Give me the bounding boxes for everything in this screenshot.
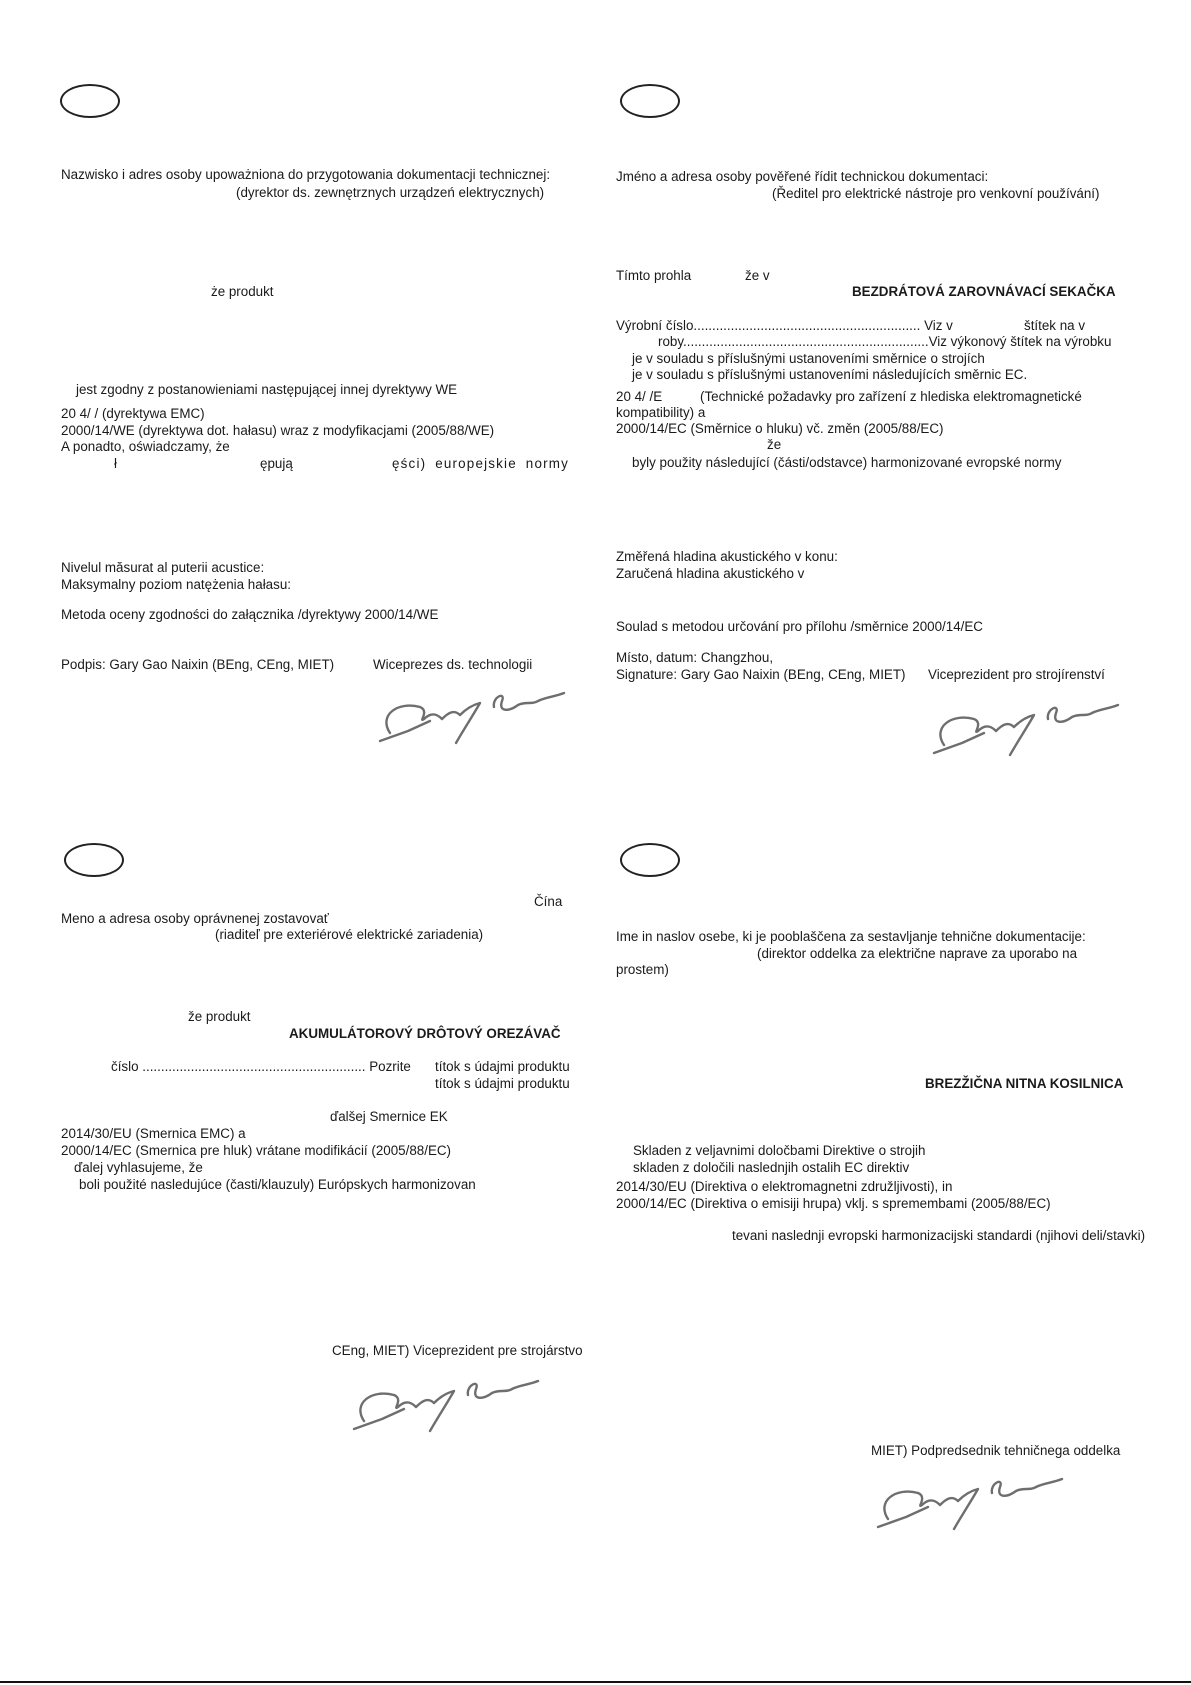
signature-image	[342, 1371, 542, 1441]
cz-authorized-person: Jméno a adresa osoby pověřené řídit technickou dokumentaci:	[616, 169, 989, 184]
cz-noise: 2000/14/EC (Směrnice o hluku) vč. změn (2005/88/EC)	[616, 421, 944, 436]
cz-serial-right: štítek na v	[1024, 318, 1086, 333]
sk-serial-c: títok s údajmi produktu	[435, 1076, 570, 1091]
sk-director: (riaditeľ pre exteriérové elektrické zariadenia)	[215, 927, 484, 942]
pl-norms-c: ęści) europejskie normy	[392, 456, 569, 471]
pl-signature: Podpis: Gary Gao Naixin (BEng, CEng, MIET)	[61, 657, 335, 672]
sk-product-name: AKUMULÁTOROVÝ DRÔTOVÝ OREZÁVAČ	[289, 1026, 561, 1041]
cz-method: Soulad s metodou určování pro přílohu /směrnice 2000/14/EC	[616, 619, 983, 634]
pl-emc: 20 4/ / (dyrektywa EMC)	[61, 406, 205, 421]
pl-max-level: Maksymalny poziom natężenia hałasu:	[61, 577, 291, 592]
language-badge-cz	[620, 84, 680, 118]
si-director-b: prostem)	[616, 962, 669, 977]
sk-role: CEng, MIET) Viceprezident pre strojárstvo	[332, 1343, 583, 1358]
cz-serial-line: Výrobní číslo............................................................. Viz v	[616, 318, 953, 333]
cz-guaranteed-level: Zaručená hladina akustického v	[616, 566, 805, 581]
sk-other-directive: ďalšej Smernice EK	[330, 1109, 448, 1124]
si-noise: 2000/14/EC (Direktiva o emisiji hrupa) vklj. s spremembami (2005/88/EC)	[616, 1196, 1051, 1211]
cz-declare-a: Tímto prohla	[616, 268, 692, 283]
language-badge-si	[620, 843, 680, 877]
sk-furthermore: ďalej vyhlasujeme, že	[74, 1160, 203, 1175]
language-badge-pl	[60, 84, 120, 118]
language-badge-sk	[64, 843, 124, 877]
pl-furthermore: A ponadto, oświadczamy, że	[61, 439, 230, 454]
cz-ze: že	[767, 437, 782, 452]
cz-product-name: BEZDRÁTOVÁ ZAROVNÁVACÍ SEKAČKA	[852, 284, 1116, 299]
pl-noise: 2000/14/WE (dyrektywa dot. hałasu) wraz z modyfikacjami (2005/88/WE)	[61, 423, 495, 438]
si-authorized-person: Ime in naslov osebe, ki je pooblaščena za sestavljanje tehnične dokumentacije:	[616, 929, 1086, 944]
si-emc: 2014/30/EU (Direktiva o elektromagnetni združljivosti), in	[616, 1179, 953, 1194]
pl-conforms: jest zgodny z postanowieniami następującej innej dyrektywy WE	[76, 382, 458, 397]
si-product-name: BREZŽIČNA NITNA KOSILNICA	[925, 1076, 1124, 1091]
cz-place-date: Místo, datum: Changzhou,	[616, 650, 774, 665]
si-machinery: Skladen z veljavnimi določbami Direktive o strojih	[633, 1143, 926, 1158]
cz-declare-b: že v	[745, 268, 770, 283]
cz-ec-directives: je v souladu s příslušnými ustanoveními následujících směrnic EC.	[632, 367, 1028, 382]
sk-serial-a: číslo ............................................................ Pozrite	[111, 1059, 411, 1074]
pl-director: (dyrektor ds. zewnętrznych urządzeń elektrycznych)	[236, 185, 545, 200]
sk-noise: 2000/14/EC (Smernica pre hluk) vrátane modifikácií (2005/88/EC)	[61, 1143, 452, 1158]
sk-norms: boli použité nasledujúce (časti/klauzuly) Európskych harmonizovan	[79, 1177, 476, 1192]
cz-signature: Signature: Gary Gao Naixin (BEng, CEng, MIET)	[616, 667, 906, 682]
cz-director: (Ředitel pro elektrické nástroje pro venkovní používání)	[772, 186, 1100, 201]
signature-image	[922, 695, 1122, 765]
si-norms: tevani naslednji evropski harmonizacijski standardi (njihovi deli/stavki)	[732, 1228, 1146, 1243]
cz-role: Viceprezident pro strojírenství	[928, 667, 1105, 682]
signature-image	[866, 1469, 1066, 1539]
cz-emc-c: kompatibility) a	[616, 405, 706, 420]
cz-norms: byly použity následující (části/odstavce) harmonizované evropské normy	[632, 455, 1062, 470]
sk-authorized-person: Meno a adresa osoby oprávnenej zostavovať	[61, 911, 329, 926]
pl-norms-a: ł	[114, 456, 117, 471]
cz-year-line: roby..................................................................Viz výkonový štítek na výrobku	[658, 334, 1112, 349]
si-ec-directives: skladen z določili naslednjih ostalih EC direktiv	[633, 1160, 910, 1175]
sk-serial-b: títok s údajmi produktu	[435, 1059, 570, 1074]
si-director-a: (direktor oddelka za električne naprave za uporabo na	[757, 946, 1078, 961]
pl-role: Wiceprezes ds. technologii	[373, 657, 533, 672]
pl-product-intro: że produkt	[211, 284, 274, 299]
sk-emc: 2014/30/EU (Smernica EMC) a	[61, 1126, 246, 1141]
bottom-rule	[0, 1681, 1191, 1683]
cz-machinery: je v souladu s příslušnými ustanoveními směrnice o strojích	[632, 351, 985, 366]
pl-method: Metoda oceny zgodności do załącznika /dyrektywy 2000/14/WE	[61, 607, 439, 622]
pl-norms-b: ępują	[260, 456, 293, 471]
si-role: MIET) Podpredsednik tehničnega oddelka	[871, 1443, 1121, 1458]
cz-emc-b: (Technické požadavky pro zařízení z hlediska elektromagnetické	[700, 389, 1082, 404]
sk-china: Čína	[534, 894, 563, 909]
pl-measured-level: Nivelul măsurat al puterii acustice:	[61, 560, 265, 575]
signature-image	[368, 683, 568, 753]
cz-measured-level: Změřená hladina akustického v konu:	[616, 549, 838, 564]
pl-authorized-person: Nazwisko i adres osoby upoważniona do przygotowania dokumentacji technicznej:	[61, 167, 551, 182]
cz-emc-a: 20 4/ /E	[616, 389, 663, 404]
sk-product-intro: že produkt	[188, 1009, 251, 1024]
